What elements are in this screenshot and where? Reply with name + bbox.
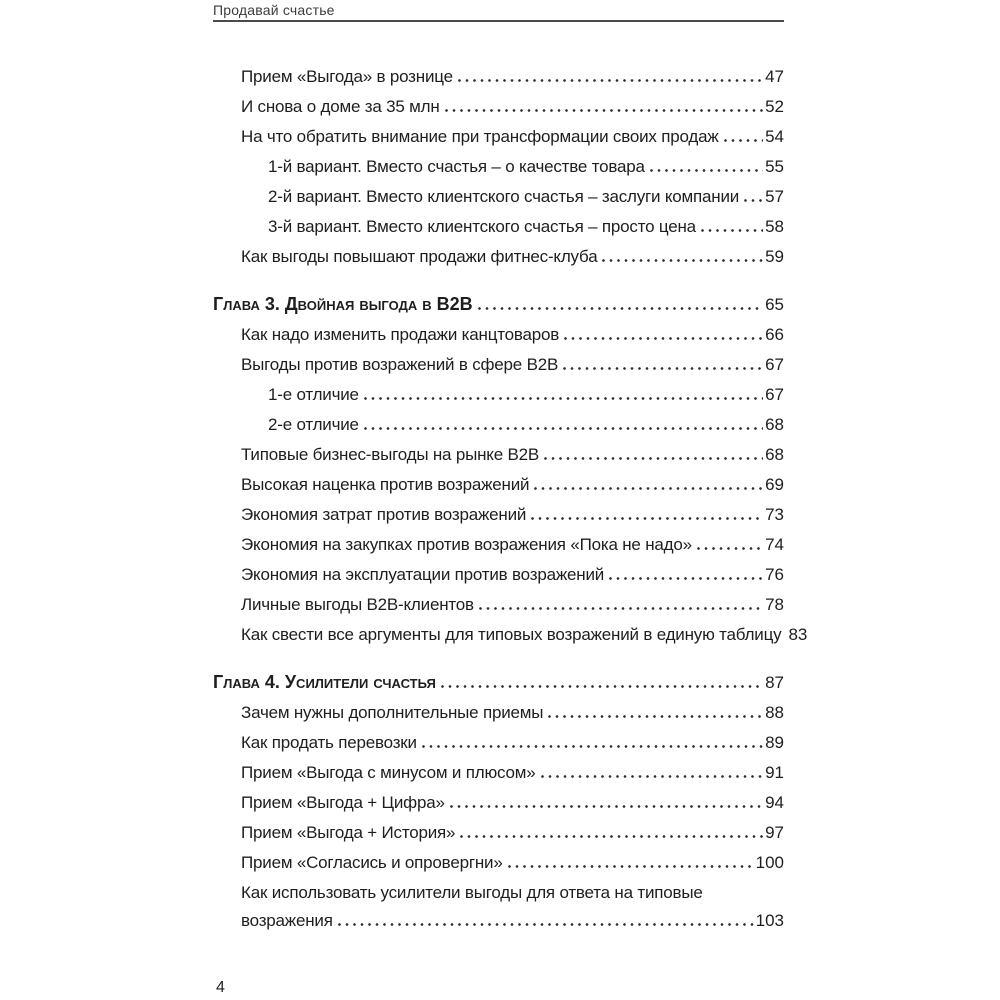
- toc-entry-page: 58: [765, 217, 784, 236]
- toc-entry: [213, 62, 784, 92]
- toc-entry-page: 88: [765, 703, 784, 722]
- toc-entry-label: Экономия на закупках против возражения «Пока не надо»: [241, 535, 692, 554]
- toc-entry-page: 73: [765, 505, 784, 524]
- running-header: [213, 3, 784, 22]
- header-rule: [213, 20, 784, 22]
- toc-entry-label: 1-й вариант. Вместо счастья – о качестве товара: [268, 157, 645, 176]
- toc-entry: [213, 848, 784, 878]
- toc-entry-label: На что обратить внимание при трансформации своих продаж: [241, 127, 719, 146]
- book-title: Продавай счастье: [213, 2, 335, 18]
- toc-entry: [213, 818, 784, 848]
- page-number: 4: [216, 979, 225, 996]
- toc-entry: [213, 667, 784, 698]
- toc-entry-label: Личные выгоды B2B-клиентов: [241, 595, 474, 614]
- dot-leader: [364, 397, 763, 400]
- toc-entry-page: 59: [765, 247, 784, 266]
- toc-entry: [213, 289, 784, 320]
- toc-entry: [213, 560, 784, 590]
- toc-entry: [213, 320, 784, 350]
- toc-entry-page: 100: [755, 853, 784, 872]
- toc-entry: [213, 500, 784, 530]
- toc-entry-page: 55: [765, 157, 784, 176]
- toc-entry-page: 83: [788, 625, 808, 644]
- toc-entry: [213, 182, 784, 212]
- dot-leader: [534, 487, 763, 490]
- dot-leader: [564, 337, 763, 340]
- toc-entry-page: 54: [765, 127, 784, 146]
- toc-entry-page: 69: [765, 475, 784, 494]
- toc-entry-label: Прием «Выгода + Цифра»: [241, 793, 445, 812]
- toc-entry: [213, 530, 784, 560]
- toc-entry-page: 74: [765, 535, 784, 554]
- dot-leader: [531, 517, 763, 520]
- toc-entry: [213, 212, 784, 242]
- toc-entry-page: 97: [765, 823, 784, 842]
- dot-leader: [548, 715, 763, 718]
- toc-entry-label: Прием «Выгода + История»: [241, 823, 456, 842]
- toc-entry-page: 68: [765, 415, 784, 434]
- table-of-contents: [213, 62, 808, 933]
- toc-entry-label: возражения: [241, 911, 333, 930]
- toc-entry-page: 91: [765, 763, 784, 782]
- dot-leader: [450, 805, 763, 808]
- toc-entry: [213, 380, 784, 410]
- toc-entry: [213, 788, 784, 818]
- dot-leader: [602, 259, 763, 262]
- toc-entry: [213, 908, 784, 933]
- toc-entry-page: 52: [765, 97, 784, 116]
- toc-entry-label: 1-е отличие: [268, 385, 359, 404]
- toc-entry-label: Экономия на эксплуатации против возражений: [241, 565, 605, 584]
- dot-leader: [609, 577, 763, 580]
- toc-entry-label: Как выгоды повышают продажи фитнес-клуба: [241, 247, 598, 266]
- toc-entry: [213, 92, 784, 122]
- dot-leader: [458, 79, 763, 82]
- toc-entry: [213, 410, 784, 440]
- toc-entry-label: И снова о доме за 35 млн: [241, 97, 440, 116]
- toc-entry-page: 66: [765, 325, 784, 344]
- toc-entry-page: 89: [765, 733, 784, 752]
- dot-leader: [544, 457, 763, 460]
- toc-entry-page: 57: [765, 187, 784, 206]
- dot-leader: [650, 169, 763, 172]
- toc-entry-page: 67: [765, 385, 784, 404]
- toc-entry-label: Зачем нужны дополнительные приемы: [241, 703, 544, 722]
- toc-entry-page: 103: [755, 911, 784, 930]
- toc-entry: [213, 878, 784, 908]
- toc-entry-page: 76: [765, 565, 784, 584]
- dot-leader: [478, 307, 763, 310]
- toc-entry-label: Как свести все аргументы для типовых возражений в единую таблицу: [241, 625, 782, 644]
- toc-entry-page: 65: [765, 295, 784, 314]
- toc-entry-page: 78: [765, 595, 784, 614]
- toc-entry-label: Прием «Выгода с минусом и плюсом»: [241, 763, 536, 782]
- toc-entry-page: 47: [765, 67, 784, 86]
- toc-entry-page: 94: [765, 793, 784, 812]
- toc-entry-label: Экономия затрат против возражений: [241, 505, 527, 524]
- toc-entry-label: 3-й вариант. Вместо клиентского счастья – просто цена: [268, 217, 696, 236]
- toc-entry-label: Прием «Выгода» в рознице: [241, 67, 453, 86]
- dot-leader: [338, 923, 754, 926]
- dot-leader: [541, 775, 764, 778]
- toc-entry: [213, 590, 784, 620]
- toc-entry-label: 2-е отличие: [268, 415, 359, 434]
- dot-leader: [744, 199, 763, 202]
- dot-leader: [479, 607, 763, 610]
- dot-leader: [441, 685, 763, 688]
- toc-entry: [213, 620, 808, 650]
- toc-entry-label: 2-й вариант. Вместо клиентского счастья – заслуги компании: [268, 187, 740, 206]
- dot-leader: [422, 745, 763, 748]
- toc-entry-page: 87: [765, 673, 784, 692]
- toc-entry-label: Глава 4. Усилители счастья: [213, 672, 436, 692]
- toc-entry: [213, 728, 784, 758]
- toc-entry-page: 68: [765, 445, 784, 464]
- toc-entry: [213, 440, 784, 470]
- toc-entry-label: Как продать перевозки: [241, 733, 417, 752]
- toc-entry: [213, 470, 784, 500]
- toc-entry: [213, 758, 784, 788]
- dot-leader: [697, 547, 763, 550]
- toc-entry: [213, 350, 784, 380]
- toc-entry-label: Глава 3. Двойная выгода в B2B: [213, 294, 473, 314]
- dot-leader: [563, 367, 763, 370]
- dot-leader: [460, 835, 763, 838]
- toc-entry: [213, 698, 784, 728]
- toc-entry-label: Прием «Согласись и опровергни»: [241, 853, 503, 872]
- toc-entry: [213, 152, 784, 182]
- toc-entry: [213, 242, 784, 272]
- toc-entry-label: Типовые бизнес-выгоды на рынке B2B: [241, 445, 540, 464]
- toc-entry-page: 67: [765, 355, 784, 374]
- toc-entry-label: Как надо изменить продажи канцтоваров: [241, 325, 560, 344]
- dot-leader: [508, 865, 754, 868]
- dot-leader: [445, 109, 764, 112]
- dot-leader: [701, 229, 763, 232]
- toc-entry-label: Выгоды против возражений в сфере B2B: [241, 355, 559, 374]
- dot-leader: [724, 139, 764, 142]
- dot-leader: [364, 427, 763, 430]
- toc-entry: [213, 122, 784, 152]
- toc-entry-label: Как использовать усилители выгоды для ответа на типовые: [241, 883, 703, 902]
- toc-entry-label: Высокая наценка против возражений: [241, 475, 530, 494]
